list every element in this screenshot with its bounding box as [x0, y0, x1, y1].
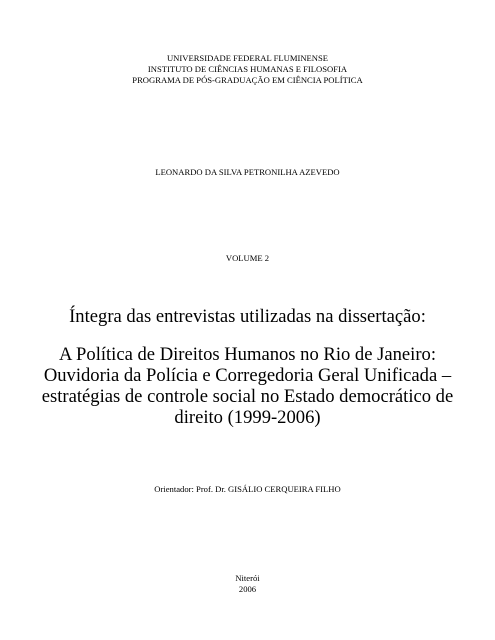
- city: Niterói: [235, 573, 260, 583]
- title-line-4: direito (1999-2006): [174, 407, 321, 428]
- year: 2006: [238, 584, 257, 594]
- title-line-2: Ouvidoria da Polícia e Corregedoria Geral Unificada –: [43, 365, 452, 386]
- author-name: LEONARDO DA SILVA PETRONILHA AZEVEDO: [155, 167, 340, 177]
- program-name: PROGRAMA DE PÓS-GRADUAÇÃO EM CIÊNCIA POLÍTICA: [132, 75, 363, 85]
- title-line-1: A Política de Direitos Humanos no Rio de Janeiro:: [59, 344, 436, 365]
- advisor: Orientador: Prof. Dr. GISÁLIO CERQUEIRA FILHO: [154, 484, 341, 494]
- university-name: UNIVERSIDADE FEDERAL FLUMINENSE: [166, 53, 329, 63]
- institute-name: INSTITUTO DE CIÊNCIAS HUMANAS E FILOSOFIA: [147, 64, 348, 74]
- volume-label: VOLUME 2: [225, 253, 270, 263]
- title-line-3: estratégias de controle social no Estado democrático de: [41, 386, 454, 407]
- subtitle: Íntegra das entrevistas utilizadas na dissertação:: [69, 306, 426, 327]
